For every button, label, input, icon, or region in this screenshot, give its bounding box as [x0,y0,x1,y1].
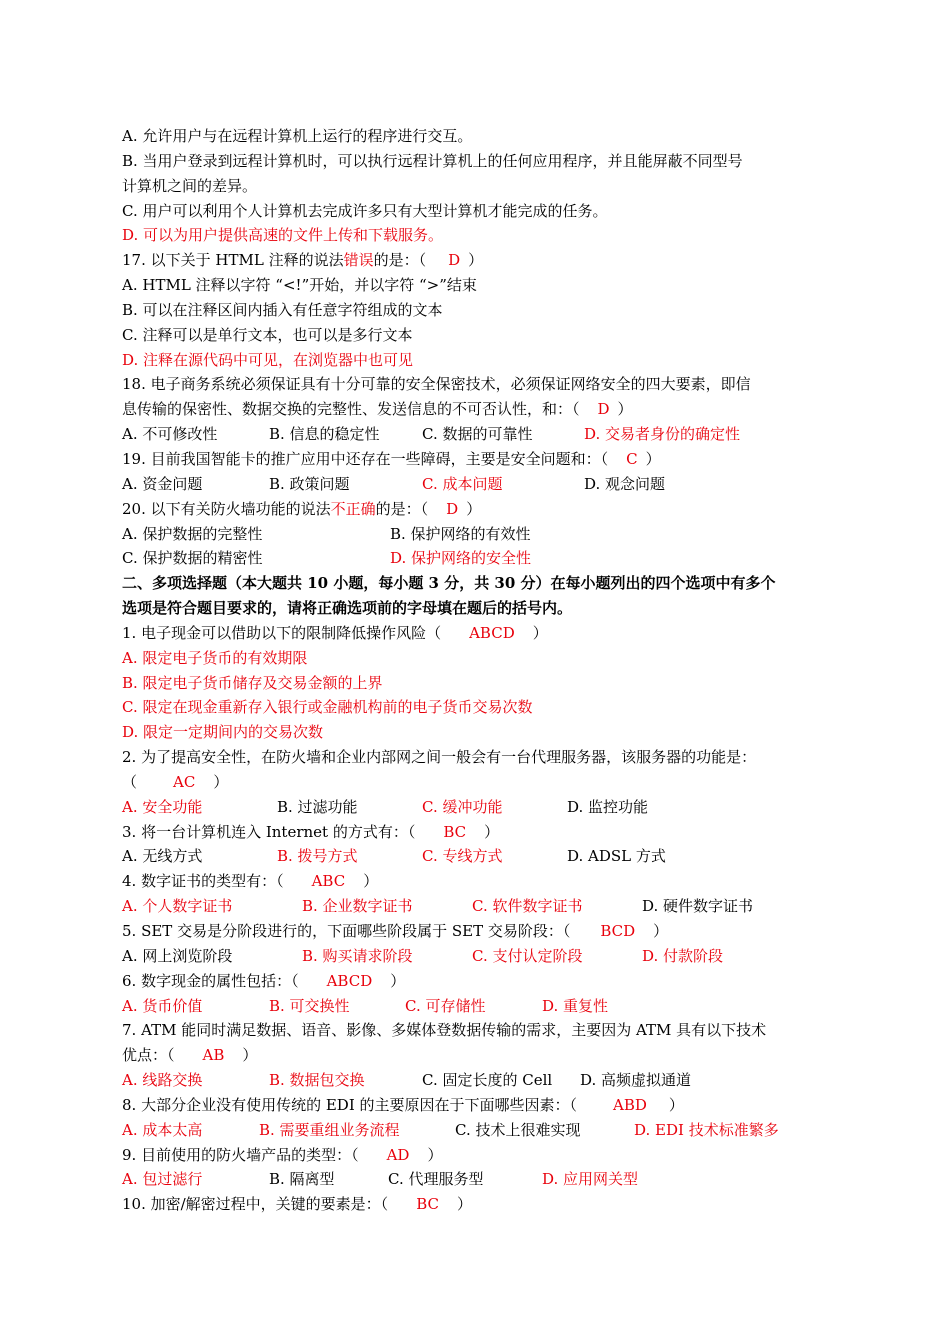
m5-close: ） [653,922,669,940]
m5-option-a: A. 网上浏览阶段 [122,946,233,965]
m4-options [122,894,832,919]
q20-question [122,497,832,522]
q19-answer: C [626,449,638,468]
q20-option-b: B. 保护网络的有效性 [390,524,531,543]
m8-options [122,1118,832,1143]
m7-option-a: A. 线路交换 [122,1071,203,1090]
q20-close: ） [466,499,482,518]
q17-close: ） [468,251,484,270]
m6-option-b: B. 可交换性 [269,996,350,1015]
q18-option-c: C. 数据的可靠性 [422,425,533,444]
m10-close: ） [456,1195,472,1214]
m6-text: 6. 数字现金的属性包括：（ [122,971,299,990]
q20-option-a: A. 保护数据的完整性 [122,524,263,543]
m8-close: ） [668,1095,684,1114]
m4-option-a: A. 个人数字证书 [122,897,233,916]
m5-question [122,919,832,944]
m7-options [122,1068,832,1093]
m9-answer: AD [386,1145,410,1164]
q17-option-d: D. 注释在源代码中可见，在浏览器中也可见 [122,350,414,369]
m2-question: 2. 为了提高安全性，在防火墙和企业内部网之间一般会有一台代理服务器，该服务器的功能是： [122,748,757,767]
m3-answer: BC [443,822,467,841]
q16-option-c: C. 用户可以利用个人计算机去完成许多只有大型计算机才能完成的任务。 [122,201,608,220]
m6-answer: ABCD [326,971,373,990]
m3-question [122,820,832,845]
m1-option-a: A. 限定电子货币的有效期限 [122,648,308,667]
m8-option-d: D. EDI 技术标准繁多 [634,1120,779,1139]
q19-option-a: A. 资金问题 [122,474,203,493]
q18-question-1: 18. 电子商务系统必须保证具有十分可靠的安全保密技术，必须保证网络安全的四大要素，即信 [122,375,751,394]
m7-option-d: D. 高频虚拟通道 [580,1071,692,1090]
m4-close: ） [363,872,379,891]
m1-close: ） [532,623,548,642]
q16-option-d: D. 可以为用户提供高速的文件上传和下载服务。 [122,226,444,245]
m3-option-c: C. 专线方式 [422,847,503,866]
q20-option-c: C. 保护数据的精密性 [122,549,263,568]
q19-option-d: D. 观念问题 [584,474,666,493]
m5-options [122,944,832,969]
m6-option-c: C. 可存储性 [405,996,486,1015]
q18-option-b: B. 信息的稳定性 [269,425,380,444]
m5-option-c: C. 支付认定阶段 [472,946,583,965]
m4-option-d: D. 硬件数字证书 [642,897,754,916]
q19-options [122,472,832,497]
m3-close: ） [484,822,500,841]
q20-text-post: 的是：（ [375,499,429,518]
m7-question-1: 7. ATM 能同时满足数据、语音、影像、多媒体登数据传输的需求，主要因为 ATM 具有以下技术 [122,1021,767,1040]
m10-question [122,1192,832,1217]
q16-option-b: B. 当用户登录到远程计算机时，可以执行远程计算机上的任何应用程序，并且能屏蔽不同型号 [122,151,743,170]
q17-option-a: A. HTML 注释以字符 “<!”开始，并以字符 “>”结束 [122,276,477,295]
m9-close: ） [427,1145,443,1164]
q17-option-b: B. 可以在注释区间内插入有任意字符组成的文本 [122,300,443,319]
m2-options [122,795,832,820]
m5-answer: BCD [600,922,636,940]
m8-text: 8. 大部分企业没有使用传统的 EDI 的主要原因在于下面哪些因素：（ [122,1095,578,1114]
q16-option-a: A. 允许用户与在远程计算机上运行的程序进行交互。 [122,127,473,145]
m6-option-d: D. 重复性 [542,996,609,1015]
q18-option-d: D. 交易者身份的确定性 [584,425,741,444]
m5-text: 5. SET 交易是分阶段进行的，下面哪些阶段属于 SET 交易阶段：（ [122,922,571,940]
q16-option-b-cont: 计算机之间的差异。 [122,176,258,195]
q18-close: ） [617,400,633,419]
m1-answer: ABCD [469,623,515,642]
q19-close: ） [645,449,661,468]
m9-option-d: D. 应用网关型 [542,1170,639,1189]
q17-question [122,248,832,273]
q17-answer: D [448,251,461,270]
q17-option-c: C. 注释可以是单行文本，也可以是多行文本 [122,325,413,344]
m6-close: ） [390,971,406,990]
m1-option-c: C. 限定在现金重新存入银行或金融机构前的电子货币交易次数 [122,698,533,717]
q17-highlight: 错误 [343,251,374,270]
q18-answer: D [597,400,610,419]
q19-option-b: B. 政策问题 [269,474,350,493]
m9-option-c: C. 代理服务型 [388,1170,484,1189]
m10-answer: BC [416,1195,439,1214]
m4-option-b: B. 企业数字证书 [302,897,413,916]
q20-answer: D [446,499,459,518]
q18-question-2 [122,397,832,422]
m5-option-b: B. 购买请求阶段 [302,946,413,965]
m9-question [122,1143,832,1168]
q17-text-post: 的是：（ [373,251,427,270]
q19-question [122,447,832,472]
q20-option-d: D. 保护网络的安全性 [390,549,532,568]
m4-question [122,869,832,894]
m1-option-b: B. 限定电子货币储存及交易金额的上界 [122,673,383,692]
m2-answer: AC [173,772,196,791]
m2-option-d: D. 监控功能 [567,797,649,816]
m8-option-b: B. 需要重组业务流程 [259,1120,400,1139]
m5-option-d: D. 付款阶段 [642,946,724,965]
m9-text: 9. 目前使用的防火墙产品的类型：（ [122,1145,359,1164]
m2-close: ） [213,772,229,791]
m9-options [122,1167,832,1192]
m2-option-b: B. 过滤功能 [277,797,358,816]
m6-question [122,969,832,994]
q20-options-row2 [122,546,832,571]
m7-close: ） [242,1046,258,1065]
m6-options [122,994,832,1019]
m7-answer: AB [202,1046,225,1065]
m3-text: 3. 将一台计算机连入 Internet 的方式有：（ [122,822,416,841]
q20-text: 20. 以下有关防火墙功能的说法 [122,499,331,518]
m2-option-c: C. 缓冲功能 [422,797,503,816]
m4-option-c: C. 软件数字证书 [472,897,583,916]
m1-text: 1. 电子现金可以借助以下的限制降低操作风险（ [122,623,442,642]
m1-question [122,621,832,646]
q19-text: 19. 目前我国智能卡的推广应用中还存在一些障碍，主要是安全问题和：（ [122,449,609,468]
m7-option-c: C. 固定长度的 Cell [422,1071,553,1090]
m4-answer: ABC [311,872,346,891]
exam-page [122,124,832,1217]
m8-option-c: C. 技术上很难实现 [455,1120,581,1139]
m6-option-a: A. 货币价值 [122,996,203,1015]
q18-option-a: A. 不可修改性 [122,425,218,444]
m10-text: 10. 加密/解密过程中，关键的要素是：（ [122,1195,389,1214]
q17-text: 17. 以下关于 HTML 注释的说法 [122,251,344,270]
m2-option-a: A. 安全功能 [122,797,203,816]
q20-options-row1 [122,522,832,547]
q18-text: 息传输的保密性、数据交换的完整性、发送信息的不可否认性，和：（ [122,400,580,419]
m8-option-a: A. 成本太高 [122,1120,203,1139]
m7-text: 优点：（ [122,1046,175,1065]
m7-option-b: B. 数据包交换 [269,1071,365,1090]
q19-option-c: C. 成本问题 [422,474,503,493]
m3-options [122,844,832,869]
m3-option-d: D. ADSL 方式 [567,847,666,866]
m2-open: （ [122,772,138,791]
m9-option-b: B. 隔离型 [269,1170,335,1189]
m3-option-b: B. 拨号方式 [277,847,358,866]
m7-question-2 [122,1043,832,1068]
m1-option-d: D. 限定一定期间内的交易次数 [122,723,324,742]
m9-option-a: A. 包过滤行 [122,1170,203,1189]
m8-answer: ABD [613,1095,647,1114]
m4-text: 4. 数字证书的类型有：（ [122,872,284,891]
section2-heading-1: 二、多项选择题（本大题共 10 小题，每小题 3 分，共 30 分）在每小题列出的四个选项中有多个 [122,574,776,593]
m8-question [122,1093,832,1118]
m2-answer-line [122,770,832,795]
section2-heading-2: 选项是符合题目要求的，请将正确选项前的字母填在题后的括号内。 [122,599,573,618]
q18-options [122,422,832,447]
m3-option-a: A. 无线方式 [122,847,203,866]
q20-highlight: 不正确 [330,499,376,518]
